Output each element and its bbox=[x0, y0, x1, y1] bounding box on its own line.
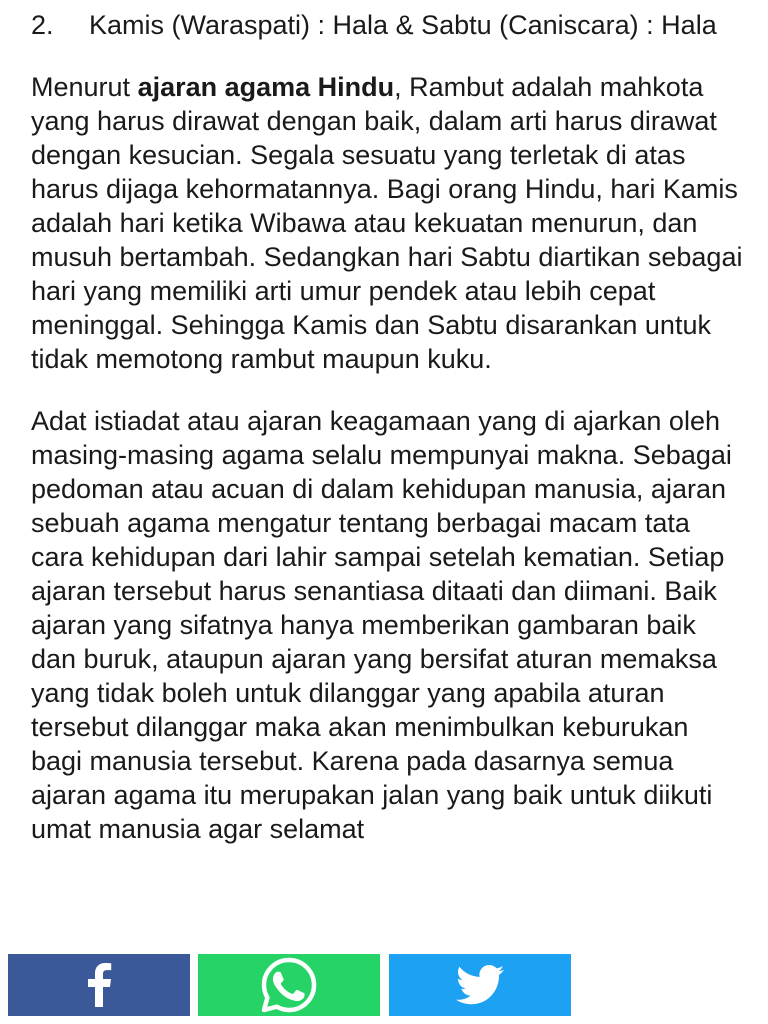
whatsapp-icon bbox=[260, 956, 318, 1014]
facebook-icon bbox=[86, 963, 112, 1007]
list-item bbox=[31, 8, 743, 42]
article-body bbox=[31, 8, 743, 874]
paragraph-1-rest: , Rambut adalah mahkota yang harus dirawat dengan baik, dalam arti harus dirawat dengan kesucian. Segala sesuatu yang terletak di atas harus dijaga kehormatannya. Bagi orang Hindu, hari Kamis adalah hari ketika Wibawa atau kekuatan menurun, dan musuh bertambah. Sedangkan hari Sabtu diartikan sebagai hari yang memiliki arti umur pendek atau lebih cepat meninggal. Sehingga Kamis dan Sabtu disarankan untuk tidak memotong rambut maupun kuku. bbox=[31, 72, 743, 374]
facebook-share-button[interactable] bbox=[8, 954, 190, 1016]
twitter-icon bbox=[456, 965, 504, 1005]
paragraph-2: Adat istiadat atau ajaran keagamaan yang di ajarkan oleh masing-masing agama selalu mempunyai makna. Sebagai pedoman atau acuan di dalam kehidupan manusia, ajaran sebuah agama mengatur tentang berbagai macam tata cara kehidupan dari lahir sampai setelah kematian. Setiap ajaran tersebut harus senantiasa ditaati dan diimani. Baik ajaran yang sifatnya hanya memberikan gambaran baik dan buruk, ataupun ajaran yang bersifat aturan memaksa yang tidak boleh untuk dilanggar yang apabila aturan tersebut dilanggar maka akan menimbulkan keburukan bagi manusia tersebut. Karena pada dasarnya semua ajaran agama itu merupakan jalan yang baik untuk diikuti umat manusia agar selamat bbox=[31, 406, 732, 844]
list-item-text: Kamis (Waraspati) : Hala & Sabtu (Caniscara) : Hala bbox=[89, 10, 717, 40]
whatsapp-share-button[interactable] bbox=[198, 954, 380, 1016]
share-bar bbox=[0, 946, 768, 1024]
paragraph-1 bbox=[31, 70, 743, 376]
list-number: 2. bbox=[31, 10, 54, 40]
paragraph-1-prefix: Menurut bbox=[31, 72, 138, 102]
paragraph-1-bold: ajaran agama Hindu bbox=[137, 72, 395, 102]
twitter-share-button[interactable] bbox=[389, 954, 571, 1016]
